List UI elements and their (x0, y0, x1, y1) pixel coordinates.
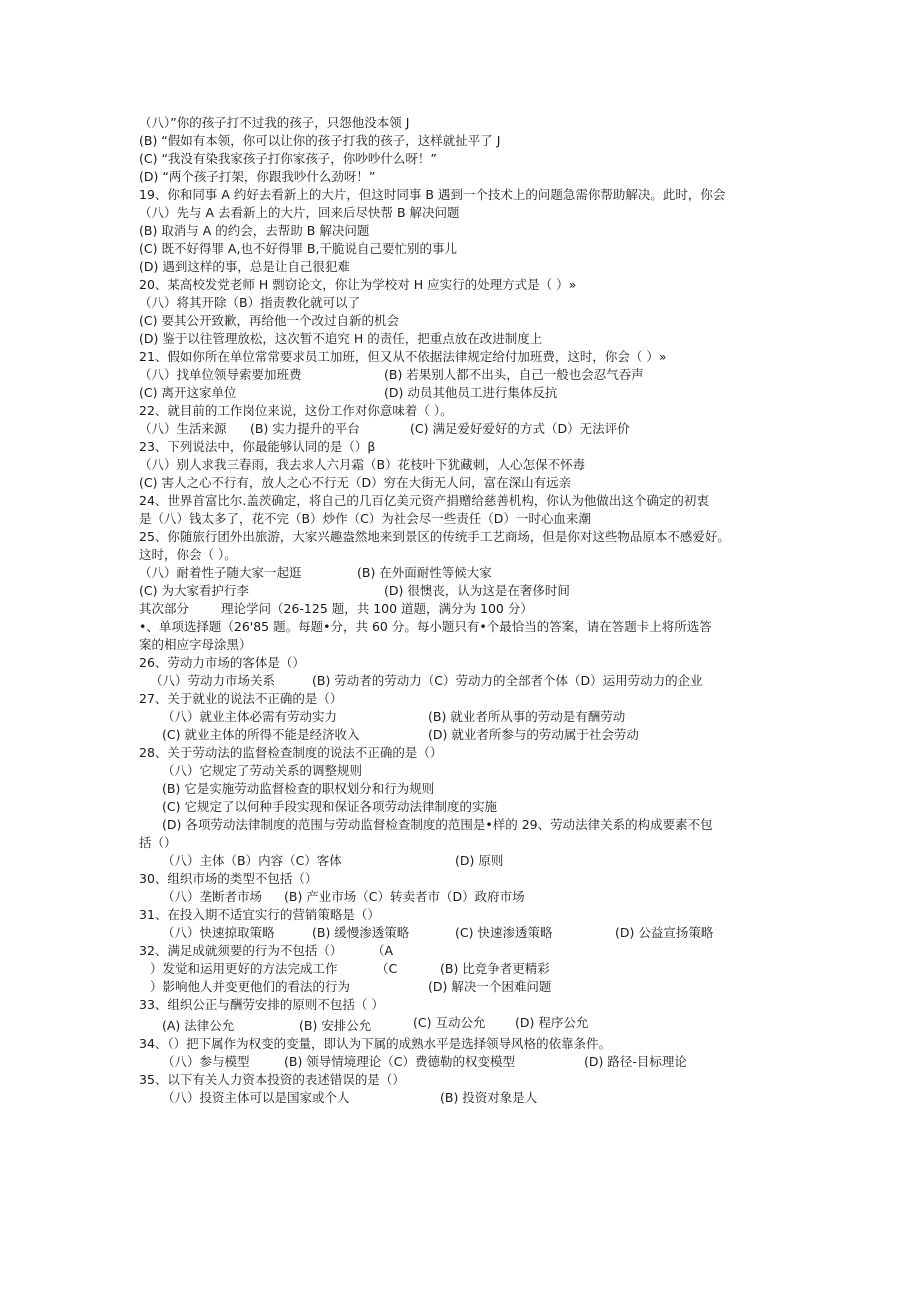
option-ab: （八）将其开除（B）指责教化就可以了 (139, 295, 361, 310)
option-d: (D) 就业者所参与的劳动属于社会劳动 (428, 727, 639, 742)
option-b: (B) 就业者所从事的劳动是有酬劳动 (428, 709, 626, 724)
option-d: (D) 程序公允 (515, 1015, 589, 1030)
question-34: 34、（）把下属作为权变的变量，即认为下属的成熟水平是选择领导风格的依靠条件。 (139, 1036, 612, 1051)
text-line: ）发觉和运用更好的方法完成工作 (150, 961, 338, 976)
text-line: 这时，你会（ ）。 (139, 547, 237, 562)
option-b: (B) 实力提升的平台 (250, 421, 360, 436)
instructions: 案的相应字母涂黑） (139, 637, 252, 652)
option-bc: (B) 领导情境理论（C）费德勒的权变模型 (284, 1054, 516, 1069)
option-b: (B) 在外面耐性等候大家 (357, 565, 492, 580)
option-d: (D) 原则 (455, 853, 504, 868)
option-c-fragment: （C (376, 961, 398, 976)
text-line: （八）”你的孩子打不过我的孩子，只怨他没本领 J (139, 115, 410, 130)
option-abc: （八）主体（B）内容（C）客体 (162, 853, 342, 868)
text-line: (B) “假如有本领，你可以让你的孩子打我的孩子，这样就扯平了 J (139, 133, 501, 148)
section-subtitle: 理论学问（26-125 题，共 100 道题，满分为 100 分） (221, 601, 533, 616)
option-a: （八）先与 A 去看新上的大片，回来后尽快帮 B 解决问题 (139, 205, 460, 220)
section-title: 其次部分 (139, 601, 190, 616)
question-23: 23、下列说法中，你最能够认同的是（）β (139, 439, 376, 454)
question-31: 31、在投入期不适宜实行的营销策略是（） (139, 907, 380, 922)
question-22: 22、就目前的工作岗位来说，这份工作对你意味着（ ）。 (139, 403, 453, 418)
option-c: (C) 就业主体的所得不能是经济收入 (162, 727, 360, 742)
option-b: (B) 比竞争者更精彩 (440, 961, 550, 976)
question-24: 24、世界首富比尔.盖茨确定，将自己的几百亿美元资产捐赠给慈善机构，你认为他做出这个确定的初衷 (139, 493, 709, 508)
option-d: (D) 各项劳动法律制度的范围与劳动监督检查制度的范围是•样的 29、劳动法律关系的构成要素不包 (162, 817, 713, 832)
question-27: 27、关于就业的说法不正确的是（） (139, 691, 343, 706)
question-33: 33、组织公正与酬劳安排的原则不包括（ ） (139, 997, 384, 1012)
option-c: (C) 要其公开致歉，再给他一个改过自新的机会 (139, 313, 399, 328)
question-20: 20、某高校发党老师 H 剽窃论文，你让为学校对 H 应实行的处理方式是（ ）» (139, 277, 577, 292)
option-bcd: (B) 产业市场（C）转卖者市（D）政府市场 (284, 889, 525, 904)
option-ab: （八）别人求我三春雨，我去求人六月霜（B）花枝叶下犹藏刺，人心怎保不怀毒 (139, 457, 586, 472)
question-19: 19、你和同事 A 约好去看新上的大片，但这时同事 B 遇到一个技术上的问题急需你帮助解决。此时，你会 (139, 187, 726, 202)
option-c: (C) 互动公允 (413, 1015, 486, 1030)
question-26: 26、劳动力市场的客体是（） (139, 655, 305, 670)
option-b: (B) 安排公允 (299, 1018, 372, 1033)
question-28: 28、关于劳动法的监督检查制度的说法不正确的是（） (139, 745, 443, 760)
option-a: （八）垄断者市场 (162, 889, 263, 904)
option-b: (B) 取消与 A 的约会，去帮助 B 解决问题 (139, 223, 370, 238)
option-a: （八）生活来源 (139, 421, 227, 436)
option-cd: (C) 满足爱好爱好的方式（D）无法评价 (410, 421, 630, 436)
question-24-options: 是（八）钱太多了，花不完（B）炒作（C）为社会尽一些责任（D）一时心血来潮 (139, 511, 591, 526)
option-c: (C) 为大家看护行李 (139, 583, 249, 598)
option-a: （八）快速掠取策略 (162, 925, 275, 940)
option-d: (D) 动员其他员工进行集体反抗 (384, 385, 558, 400)
option-a: （八）劳动力市场关系 (150, 673, 276, 688)
option-d: (D) 解决一个困难问题 (428, 979, 552, 994)
question-35: 35、以下有关人力资本投资的表述错误的是（） (139, 1072, 405, 1087)
option-a: （八）参与模型 (162, 1054, 250, 1069)
option-a: （八）耐着性子随大家一起逛 (139, 565, 302, 580)
question-30: 30、组织市场的类型不包括（） (139, 871, 318, 886)
question-32: 32、满足成就须要的行为不包括（） (139, 943, 343, 958)
option-a-fragment: （A (372, 943, 394, 958)
question-21: 21、假如你所在单位常常要求员工加班，但又从不依据法律规定给付加班费，这时，你会（ ）» (139, 349, 667, 364)
option-c: (C) 既不好得罪 A,也不好得罪 B,干脆说自己要忙别的事儿 (139, 241, 457, 256)
option-b: (B) 投资对象是人 (440, 1090, 538, 1105)
option-d: (D) 路径-目标理论 (584, 1054, 687, 1069)
question-25: 25、你随旅行团外出旅游，大家兴趣盎然地来到景区的传统手工艺商场，但是你对这些物品原本不感爱好。 (139, 529, 730, 544)
option-bcd: (B) 劳动者的劳动力（C）劳动力的全部者个体（D）运用劳动力的企业 (312, 673, 703, 688)
option-a: (A) 法律公允 (162, 1018, 235, 1033)
option-a: （八）它规定了劳动关系的调整规则 (162, 763, 363, 778)
option-c: (C) 离开这家单位 (139, 385, 237, 400)
option-c: (C) 它规定了以何种手段实现和保证各项劳动法律制度的实施 (162, 799, 497, 814)
instructions: •、单项选择题（26'85 题。每题•分，共 60 分。每小题只有•个最恰当的答案，请在答题卡上将所选答 (139, 619, 712, 634)
option-b: (B) 缓慢渗透策略 (312, 925, 410, 940)
option-b: (B) 它是实施劳动监督检查的职权划分和行为规则 (162, 781, 435, 796)
option-c: (C) 快速渗透策略 (455, 925, 553, 940)
text-line: (D) “两个孩子打架，你跟我吵什么劲呀！” (139, 169, 376, 184)
option-a: （八）就业主体必需有劳动实力 (162, 709, 338, 724)
text-line: ）影响他人并变更他们的看法的行为 (150, 979, 351, 994)
option-d: (D) 遇到这样的事，总是让自己很犯难 (139, 259, 350, 274)
option-a: （八）投资主体可以是国家或个人 (162, 1090, 350, 1105)
option-d: (D) 很懊丧，认为这是在奢侈时间 (384, 583, 570, 598)
option-d: (D) 公益宣扬策略 (615, 925, 714, 940)
option-cd: (C) 害人之心不行有，放人之心不行无（D）穷在大街无人问，富在深山有远亲 (139, 475, 572, 490)
option-d: (D) 鉴于以往管理放松，这次暂不追究 H 的责任，把重点放在改进制度上 (139, 331, 543, 346)
text-line: (C) “我没有染我家孩子打你家孩子，你吵吵什么呀！” (139, 151, 437, 166)
text-line: 括（） (139, 835, 177, 850)
option-b: (B) 若果别人都不出头，自己一般也会忍气吞声 (384, 367, 644, 382)
option-a: （八）找单位领导索要加班费 (139, 367, 302, 382)
